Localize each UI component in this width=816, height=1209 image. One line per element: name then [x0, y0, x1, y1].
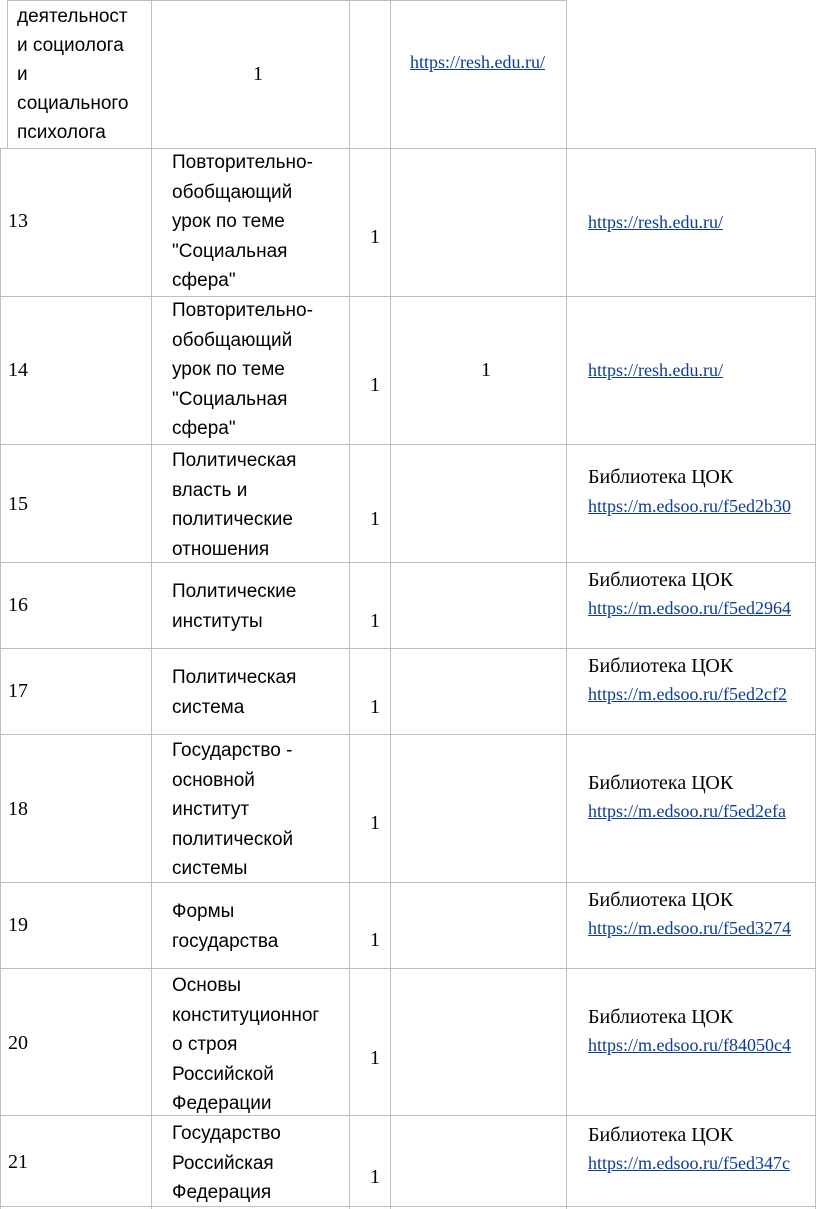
- resource-link[interactable]: https://m.edsoo.ru/f5ed2964: [588, 598, 791, 618]
- topic-cell: Государство Российская Федерация: [172, 1123, 281, 1203]
- topic-cell: Политическая власть и политические отношения: [172, 450, 297, 560]
- table-border: [0, 296, 816, 297]
- hours-cell: 1: [370, 508, 380, 530]
- topic-cell: Государство - основной институт политической системы: [172, 740, 294, 879]
- table-border: [0, 734, 816, 735]
- library-label: Библиотека ЦОК: [588, 655, 734, 677]
- resource-link[interactable]: https://resh.edu.ru/: [410, 52, 545, 72]
- table-border: [0, 882, 816, 883]
- row-number: 13: [8, 210, 28, 232]
- resource-link[interactable]: https://m.edsoo.ru/f84050c4: [588, 1035, 791, 1055]
- table-border: [0, 648, 816, 649]
- library-label: Библиотека ЦОК: [588, 889, 734, 911]
- topic-cell: Повторительно- обобщающий урок по теме "Социальная сфера": [172, 300, 313, 439]
- row-number: 14: [8, 359, 28, 381]
- table-border: [7, 0, 8, 148]
- table-border: [0, 968, 816, 969]
- hours-cell: 1: [370, 696, 380, 718]
- hours-cell: 1: [370, 1047, 380, 1069]
- table-border: [349, 0, 350, 1209]
- resource-link[interactable]: https://m.edsoo.ru/f5ed347c: [588, 1153, 790, 1173]
- resource-link[interactable]: https://m.edsoo.ru/f5ed3274: [588, 918, 791, 938]
- resource-link[interactable]: https://resh.edu.ru/: [588, 212, 723, 232]
- row-number: 16: [8, 594, 28, 616]
- table-border: [0, 148, 816, 149]
- resource-link[interactable]: https://m.edsoo.ru/f5ed2b30: [588, 496, 791, 516]
- table-border: [390, 0, 391, 1209]
- topic-cell: Политические институты: [172, 581, 297, 632]
- table-border: [0, 562, 816, 563]
- row-number: 17: [8, 680, 28, 702]
- hours-cell: 1: [370, 226, 380, 248]
- table-border: [566, 0, 567, 1209]
- row-number: 18: [8, 798, 28, 820]
- library-label: Библиотека ЦОК: [588, 1124, 734, 1146]
- resource-link[interactable]: https://m.edsoo.ru/f5ed2cf2: [588, 684, 787, 704]
- table-border: [7, 0, 567, 1]
- row-number: 21: [8, 1151, 28, 1173]
- resource-link[interactable]: https://m.edsoo.ru/f5ed2efa: [588, 801, 786, 821]
- table-border: [151, 0, 152, 1209]
- table-border: [0, 1115, 816, 1116]
- topic-cell: Повторительно- обобщающий урок по теме "Социальная сфера": [172, 152, 313, 291]
- table-border: [0, 148, 1, 1209]
- row-number: 20: [8, 1032, 28, 1054]
- hours-cell: 1: [370, 610, 380, 632]
- topic-cell: деятельност и социолога и социального психолога: [17, 6, 129, 143]
- topic-cell: Политическая система: [172, 667, 297, 718]
- hours-cell: 1: [253, 63, 263, 85]
- hours-cell: 1: [370, 1166, 380, 1188]
- library-label: Библиотека ЦОК: [588, 772, 734, 794]
- table-border: [0, 1206, 816, 1207]
- topic-cell: Основы конституционног о строя Российской Федерации: [172, 975, 320, 1114]
- topic-cell: Формы государства: [172, 901, 279, 952]
- library-label: Библиотека ЦОК: [588, 466, 734, 488]
- hours-cell: 1: [370, 812, 380, 834]
- row-number: 19: [8, 914, 28, 936]
- table-border: [0, 444, 816, 445]
- library-label: Библиотека ЦОК: [588, 1006, 734, 1028]
- hours-cell: 1: [370, 929, 380, 951]
- hours-cell: 1: [370, 374, 380, 396]
- library-label: Библиотека ЦОК: [588, 569, 734, 591]
- extra-hours-cell: 1: [481, 359, 491, 381]
- resource-link[interactable]: https://resh.edu.ru/: [588, 360, 723, 380]
- row-number: 15: [8, 493, 28, 515]
